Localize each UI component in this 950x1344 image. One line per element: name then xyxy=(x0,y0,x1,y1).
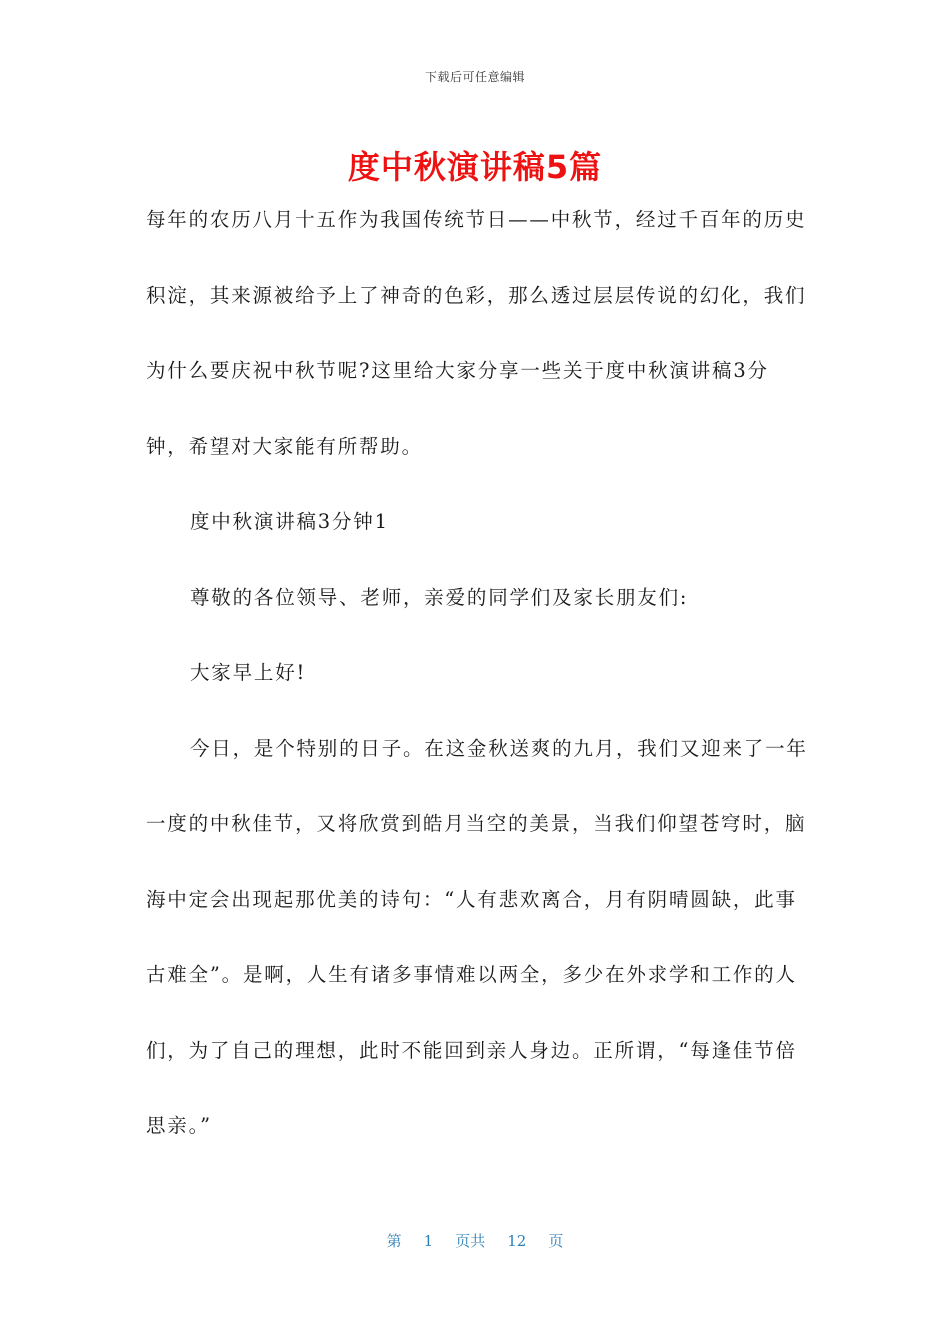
section-heading: 度中秋演讲稿3分钟1 xyxy=(190,510,389,533)
document-body xyxy=(146,182,810,1164)
header-note: 下载后可任意编辑 xyxy=(424,70,525,84)
footer-mid: 页共 xyxy=(455,1232,486,1250)
document-title: 度中秋演讲稿5篇 xyxy=(347,148,603,186)
salutation-paragraph: 尊敬的各位领导、老师，亲爱的同学们及家长朋友们: xyxy=(190,585,689,609)
intro-paragraph: 每年的农历八月十五作为我国传统节日——中秋节，经过千百年的历史积淀，其来源被给予上了神奇的色彩，那么透过层层传说的幻化，我们为什么要庆祝中秋节呢?这里给大家分享一些关于度中秋演讲稿3分钟，希望对大家能有所帮助。 xyxy=(146,208,807,458)
footer-prefix: 第 xyxy=(386,1232,402,1250)
page-footer xyxy=(0,1230,950,1251)
speech-paragraph: 今日，是个特别的日子。在这金秋送爽的九月，我们又迎来了一年一度的中秋佳节，又将欣赏到皓月当空的美景，当我们仰望苍穹时，脑海中定会出现起那优美的诗句：“人有悲欢离合，月有阴晴圆缺，此事古难全”。是啊，人生有诸多事情难以两全，多少在外求学和工作的人们，为了自己的理想，此时不能回到亲人身边。正所谓，“每逢佳节倍思亲。” xyxy=(146,736,808,1137)
footer-current-page: 1 xyxy=(423,1232,434,1250)
footer-total-pages: 12 xyxy=(507,1232,527,1250)
greeting-paragraph: 大家早上好! xyxy=(190,661,307,684)
footer-suffix: 页 xyxy=(548,1232,564,1250)
